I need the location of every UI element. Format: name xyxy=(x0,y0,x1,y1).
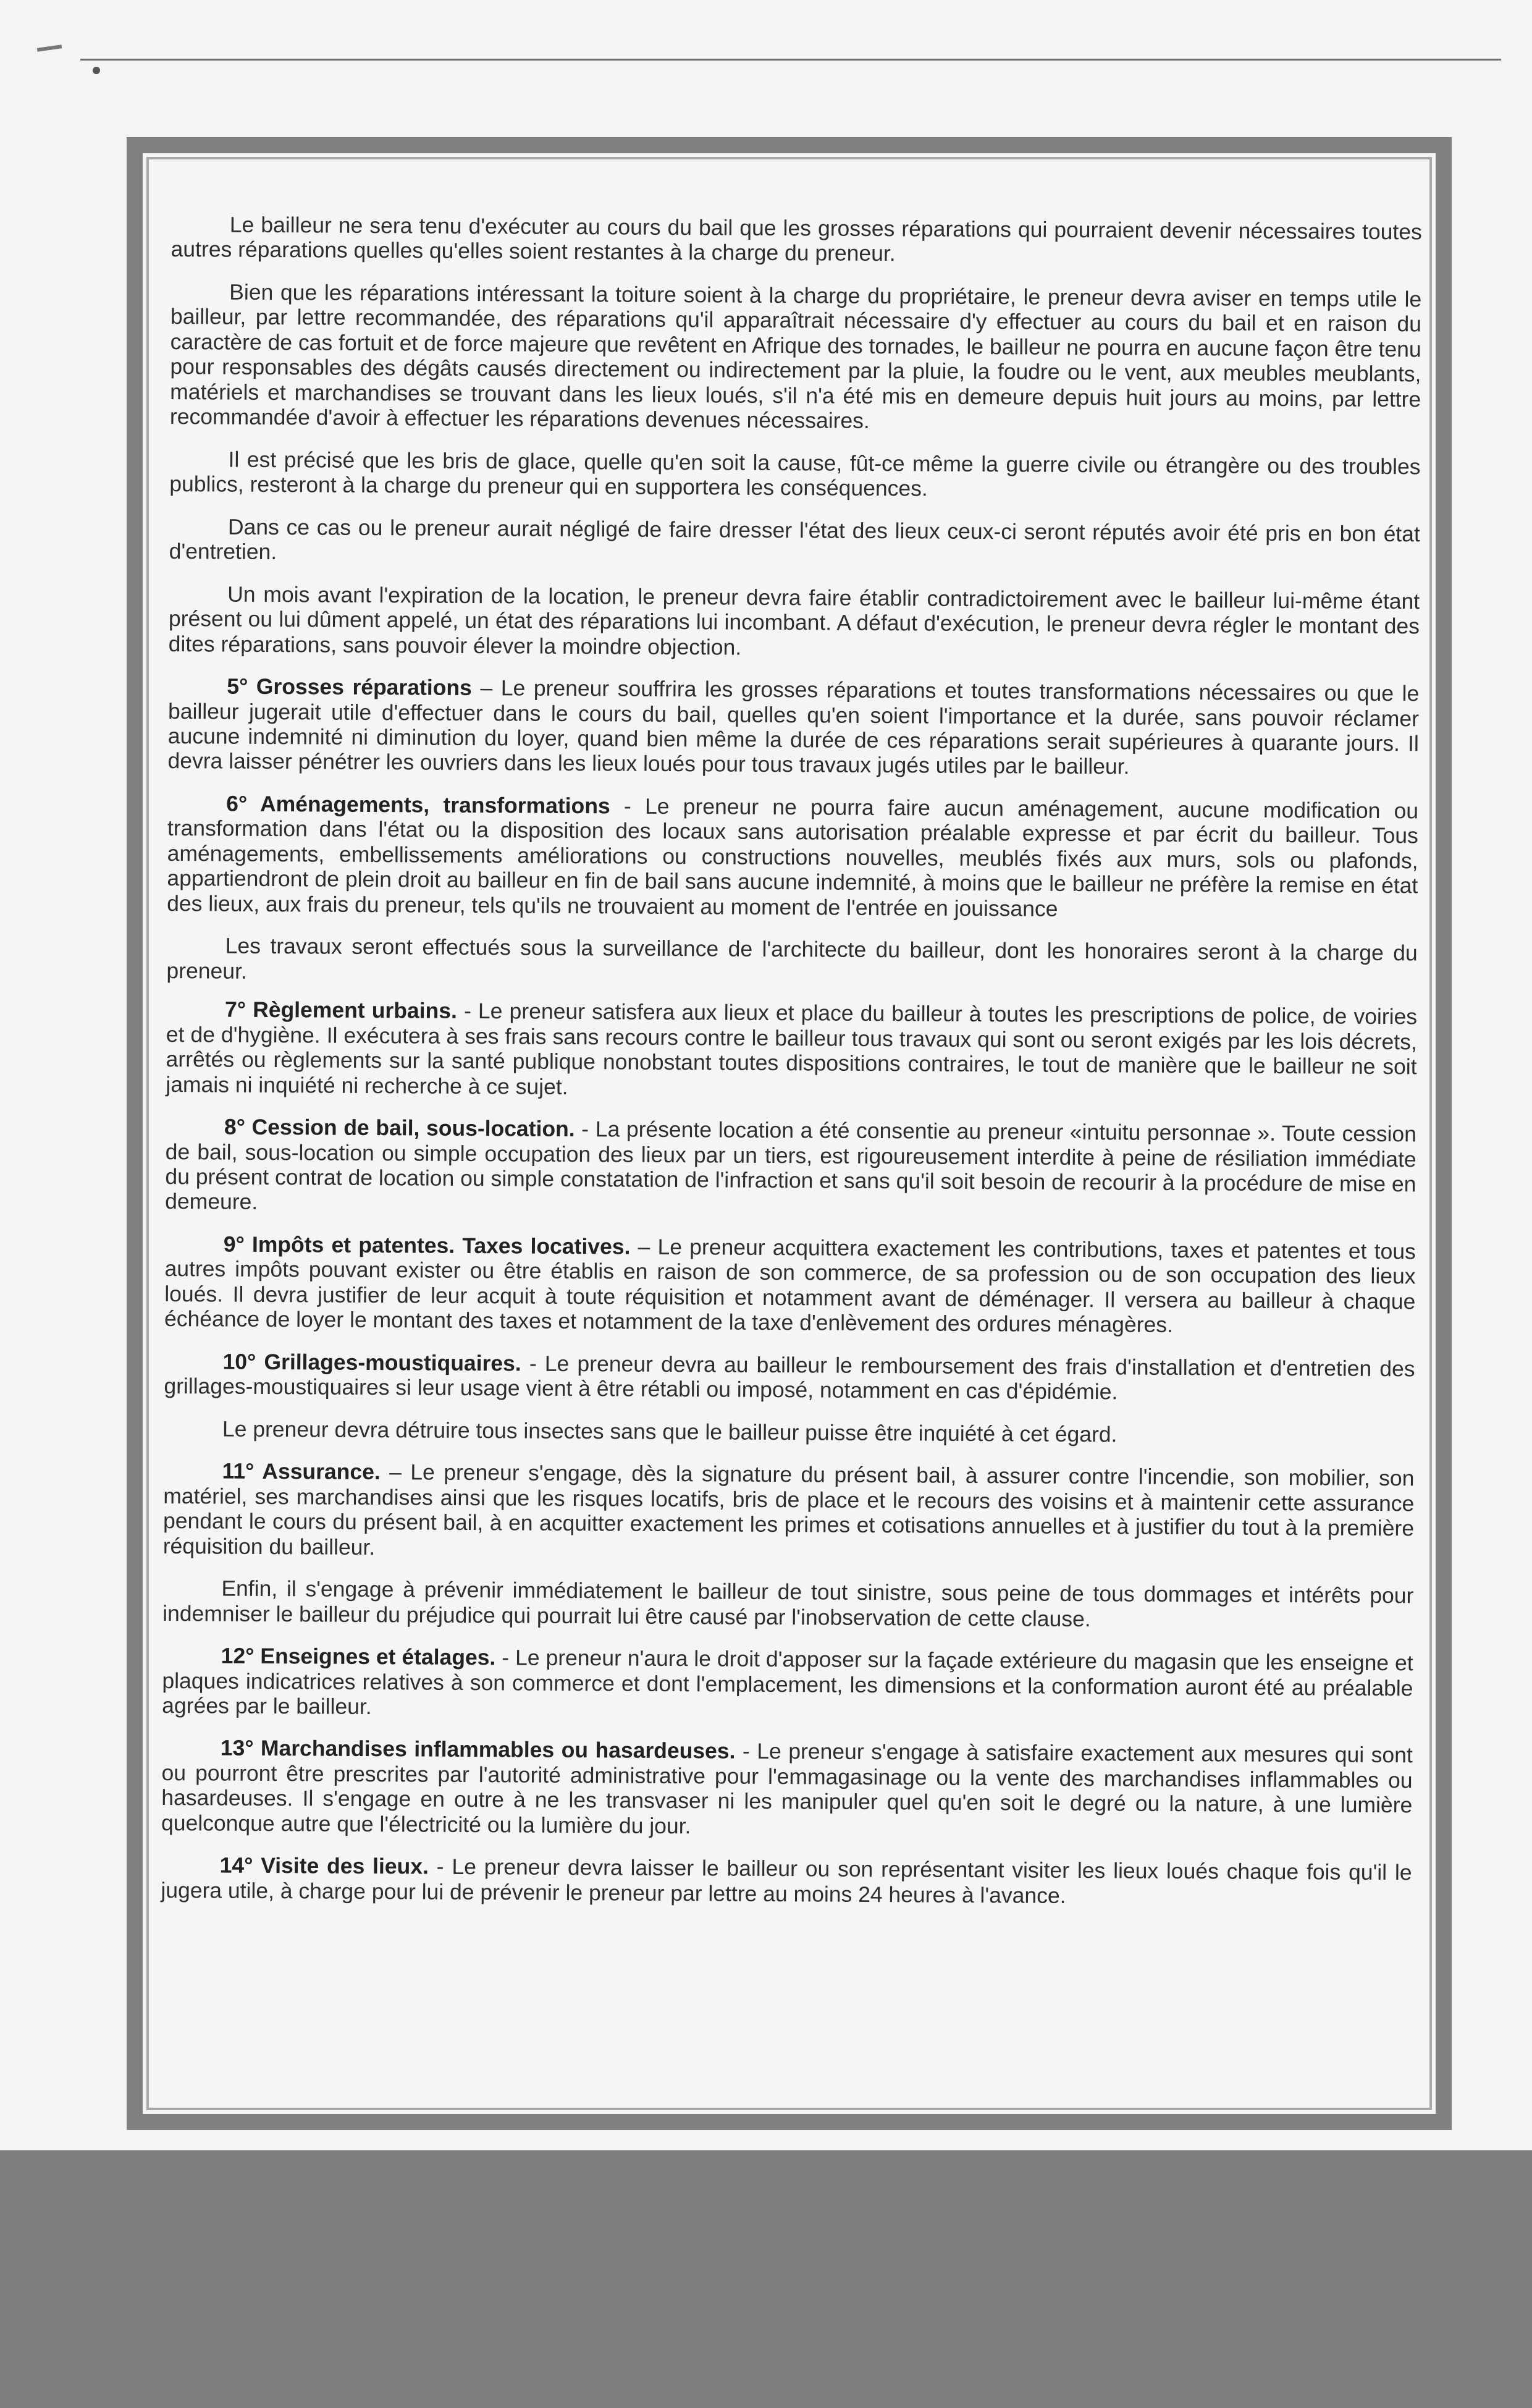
clause-text: – Le preneur souffrira les grosses réparations et toutes transformations nécessaires ou que le bailleur jugerait utile d'effectuer dans le cours du bail, quelles qu'en soient l'importance et la durée, sans pouvoir réclamer aucune indemnité ni diminution du loyer, quand bien même la durée de ces réparations serait supérieures à quarante jours. Il devra laisser pénétrer les ouvriers dans les lieux loués pour tous travaux jugés utiles par le bailleur. xyxy=(167,675,1420,779)
clause-heading: 7° Règlement urbains. xyxy=(224,997,458,1024)
paragraph-2: Bien que les réparations intéressant la toiture soient à la charge du propriétaire, le preneur devra aviser en temps utile le bailleur, par lettre recommandée, des réparations qu'il apparaîtrait nécessaire d'y effectuer au cours du bail et en raison du caractère de cas fortuit et de force majeure que revêtent en Afrique des tornades, le bailleur ne pourra en aucune façon être tenu pour responsables des dégâts causés directement ou indirectement par la pluie, la foudre ou le vent, aux meubles meublants, matériels et marchandises se trouvant dans les lieux loués, s'il n'a été mis en demeure depuis huit jours au moins, par lettre recommandée d'avoir à effectuer les réparations devenues nécessaires. xyxy=(169,279,1422,434)
clause-7-reglement-urbains xyxy=(166,997,1417,1104)
scan-mark xyxy=(37,44,62,52)
clause-text: - Le preneur n'aura le droit d'apposer sur la façade extérieure du magasin que les enseigne et plaques indicatrices relatives à son commerce et dont l'emplacement, les dimensions et la conformation auront été au préalable agrées par le bailleur. xyxy=(162,1645,1413,1719)
scan-dot xyxy=(93,67,100,74)
clause-heading: 11° Assurance. xyxy=(222,1458,381,1485)
clause-6-amenagements xyxy=(167,791,1418,924)
clause-text: - Le preneur devra au bailleur le remboursement des frais d'installation et d'entretien des grillages-moustiquaires si leur usage vient à être rétabli ou imposé, notamment en cas d'épidémie. xyxy=(164,1351,1415,1405)
clause-text: - Le preneur ne pourra faire aucun aménagement, aucune modification ou transformation dans l'état ou la disposition des locaux sans autorisation préalable expresse et par écrit du bailleur. Tous aménagements, embellissements améliorations ou constructions nouvelles, meublés fixés aux murs, sols ou plafonds, appartiendront de plein droit au bailleur en fin de bail sans aucune indemnité, à moins que le bailleur ne préfère la remise en état des lieux, aux frais du preneur, tels qu'ils ne trouvaient au moment de l'entrée en jouissance xyxy=(167,793,1419,921)
clause-text: – Le preneur acquittera exactement les contributions, taxes et patentes et tous autres impôts pouvant exister ou être établis en raison de son commerce, de sa profession ou de son occupation des lieux loués. Il devra justifier de leur acquit à toute réquisition et notamment avant de déménager. Il versera au bailleur à chaque échéance de loyer le montant des taxes et notamment de la taxe d'enlèvement des ordures ménagères. xyxy=(164,1234,1416,1338)
paragraph-insectes: Le preneur devra détruire tous insectes sans que le bailleur puisse être inquiété à cet égard. xyxy=(222,1416,1117,1447)
document-body xyxy=(161,212,1422,1928)
clause-heading: 10° Grillages-moustiquaires. xyxy=(222,1349,521,1376)
clause-heading: 5° Grosses réparations xyxy=(227,674,472,701)
clause-11-assurance xyxy=(163,1458,1415,1566)
scanner-background xyxy=(0,2150,1532,2408)
clause-text: - La présente location a été consentie au preneur «intuitu personnae ». Toute cession de bail, sous-location ou simple occupation des lieux par un tiers, est rigoureusement interdite à peine de résiliation immédiate du présent contrat de location ou simple constatation de l'infraction et sans qu'il soit besoin de recourir à la procédure de mise en demeure. xyxy=(165,1117,1417,1215)
paragraph-3: Il est précisé que les bris de glace, quelle qu'en soit la cause, fût-ce même la guerre civile ou étrangère ou des troubles publics, resteront à la charge du preneur qui en supportera les conséquences. xyxy=(169,447,1421,501)
clause-13-marchandises xyxy=(161,1735,1413,1843)
page-top-rule xyxy=(80,59,1501,61)
clause-heading: 8° Cession de bail, sous-location. xyxy=(224,1114,575,1142)
clause-heading: 9° Impôts et patentes. Taxes locatives. xyxy=(223,1231,631,1259)
paragraph-1: Le bailleur ne sera tenu d'exécuter au cours du bail que les grosses réparations qui pourraient devenir nécessaires toutes autres réparations quelles qu'elles soient restantes à la charge du preneur. xyxy=(170,212,1422,266)
clause-9-impots-patentes xyxy=(164,1231,1416,1339)
clause-14-visite xyxy=(161,1852,1412,1910)
clause-10-grillages xyxy=(164,1349,1415,1406)
paragraph-5: Un mois avant l'expiration de la location, le preneur devra faire établir contradictoirement avec le bailleur lui-même étant présent ou lui dûment appelé, un état des réparations lui incombant. A défaut d'exécution, le preneur devra régler le montant des dites réparations, sans pouvoir élever la moindre objection. xyxy=(168,581,1420,660)
document-frame xyxy=(127,137,1452,2130)
paragraph-sinistre: Enfin, il s'engage à prévenir immédiatement le bailleur de tout sinistre, sous peine de tous dommages et intérêts pour indemniser le bailleur du préjudice qui pourrait lui être causé par l'inobservation de cette clause. xyxy=(162,1576,1414,1631)
clause-heading: 14° Visite des lieux. xyxy=(219,1852,429,1879)
clause-8-cession-de-bail xyxy=(165,1114,1416,1222)
clause-heading: 12° Enseignes et étalages. xyxy=(221,1643,496,1670)
paragraph-4: Dans ce cas ou le preneur aurait négligé de faire dresser l'état des lieux ceux-ci seront réputés avoir été pris en bon état d'entretien. xyxy=(169,514,1420,565)
clause-text: – Le preneur s'engage, dès la signature du présent bail, à assurer contre l'incendie, son mobilier, son matériel, ses marchandises ainsi que les risques locatifs, bris de place et le recours des voisins et à maintenir cette assurance pendant le cours du présent bail, à en acquitter exactement les primes et cotisations annuelles et à justifier du tout à la première réquisition du bailleur. xyxy=(162,1460,1415,1560)
clause-text: - Le preneur devra laisser le bailleur ou son représentant visiter les lieux loués chaque fois qu'il le jugera utile, à charge pour lui de prévenir le preneur par lettre au moins 24 heures à l'avance. xyxy=(161,1854,1412,1908)
paragraph-travaux: Les travaux seront effectués sous la surveillance de l'architecte du bailleur, dont les honoraires seront à la charge du preneur. xyxy=(166,933,1418,984)
clause-5-grosses-reparations xyxy=(167,674,1419,781)
clause-heading: 13° Marchandises inflammables ou hasardeuses. xyxy=(220,1735,736,1764)
clause-12-enseignes xyxy=(162,1643,1413,1726)
clause-text: - Le preneur s'engage à satisfaire exactement aux mesures qui sont ou pourront être prescrites par l'autorité administrative pour l'emmagasinage ou la vente des marchandises inflammables ou hasardeuses. Il s'engage en outre à ne les transvaser ni les manipuler quel qu'en soit le degré ou la nature, à une lumière quelconque autre que l'électricité ou la lumière du jour. xyxy=(161,1739,1413,1839)
clause-heading: 6° Aménagements, transformations xyxy=(226,791,610,819)
clause-text: - Le preneur satisfera aux lieux et place du bailleur à toutes les prescriptions de police, de voiries et de d'hygiène. Il exécutera à ses frais sans recours contre le bailleur tous travaux qui sont ou seront exigés par les lois décrets, arrêtés ou règlements sur la santé publique nonobstant toutes dispositions contraires, le tout de manière que le bailleur ne soit jamais ni inquiété ni recherche à ce sujet. xyxy=(166,999,1418,1099)
